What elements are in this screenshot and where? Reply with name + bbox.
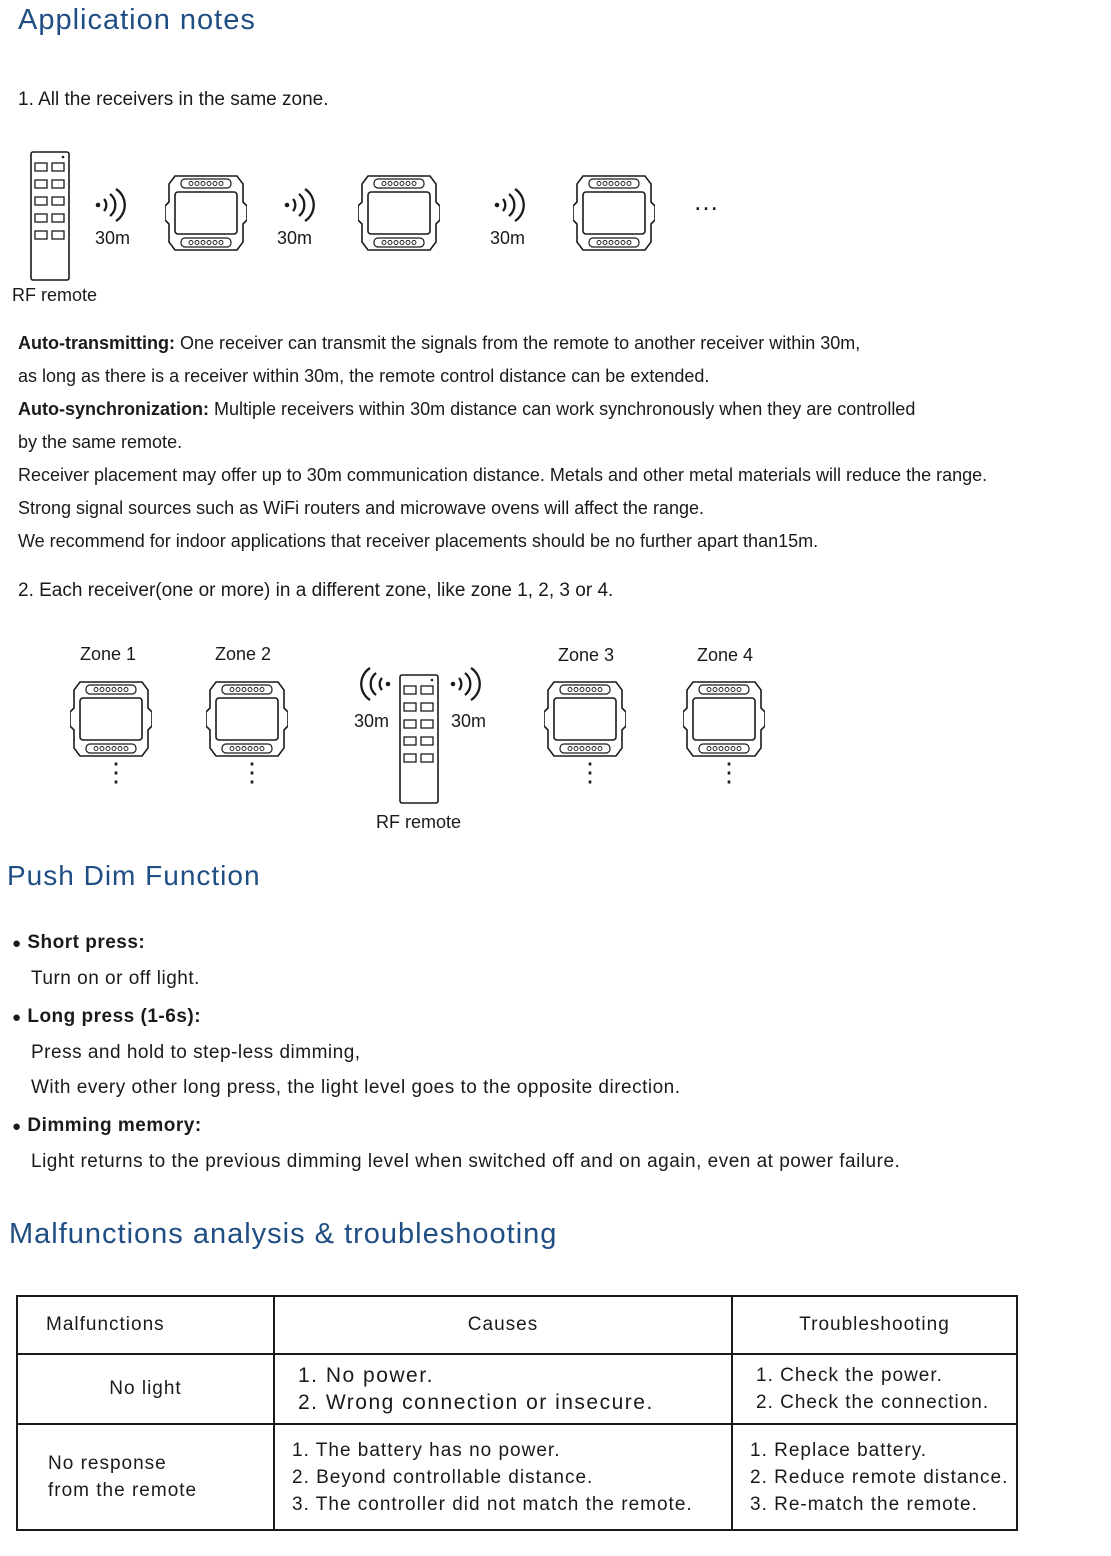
receiver-icon	[358, 172, 440, 254]
auto-sync-text: by the same remote.	[18, 432, 183, 452]
auto-transmitting-text: as long as there is a receiver within 30m, the remote control distance can be extended.	[18, 366, 710, 386]
auto-sync-text: Multiple receivers within 30m distance can work synchronously when they are controlled	[209, 399, 916, 419]
signal-wave-icon	[282, 187, 318, 223]
application-notes-heading: Application notes	[18, 4, 256, 36]
cell-text: 2. Beyond controllable distance.	[292, 1466, 594, 1488]
cell-text: No response	[48, 1453, 167, 1474]
receiver-icon	[206, 678, 288, 760]
cell-text: 3. The controller did not match the remote.	[292, 1493, 693, 1515]
distance-label: 30m	[451, 711, 487, 731]
signal-wave-icon	[357, 666, 393, 702]
section1-title: 1. All the receivers in the same zone.	[18, 89, 329, 110]
fixes-cell	[732, 1354, 1017, 1424]
distance-label: 30m	[490, 228, 526, 248]
zone-label: Zone 2	[215, 644, 272, 664]
placement-note: We recommend for indoor applications that receiver placements should be no further apart than15m.	[18, 531, 819, 551]
vertical-ellipsis: ⋮	[716, 757, 744, 787]
cell-text: from the remote	[48, 1480, 198, 1501]
push-dim-item-short	[12, 932, 145, 954]
receiver-icon	[70, 678, 152, 760]
table-row	[17, 1424, 1017, 1530]
cell-text: 1. No power.	[298, 1364, 434, 1387]
item-text: With every other long press, the light level goes to the opposite direction.	[31, 1077, 681, 1098]
cell-text: 2. Reduce remote distance.	[750, 1466, 1009, 1488]
item-text: Turn on or off light.	[31, 968, 200, 989]
table-header-row	[17, 1296, 1017, 1354]
push-dim-heading: Push Dim Function	[7, 860, 261, 891]
cell-text: 1. Check the power.	[756, 1365, 943, 1386]
rf-remote-label: RF remote	[376, 812, 462, 832]
zone-label: Zone 4	[697, 645, 754, 665]
bullet-icon: ●	[12, 1118, 22, 1135]
causes-cell	[274, 1424, 732, 1530]
vertical-ellipsis: ⋮	[103, 757, 131, 787]
troubleshooting-table	[16, 1295, 1018, 1531]
cell-text: 2. Check the connection.	[756, 1392, 990, 1413]
distance-label: 30m	[95, 228, 131, 248]
signal-wave-icon	[492, 187, 528, 223]
rf-remote-icon	[399, 674, 439, 804]
table-header-cell: Causes	[274, 1296, 732, 1354]
item-title: Long press (1-6s):	[27, 1006, 202, 1027]
receiver-icon	[683, 678, 765, 760]
signal-wave-icon	[93, 187, 129, 223]
causes-cell	[274, 1354, 732, 1424]
auto-transmitting-label: Auto-transmitting:	[18, 333, 175, 353]
table-row	[17, 1354, 1017, 1424]
cell-text: 1. Replace battery.	[750, 1439, 928, 1461]
zone-label: Zone 1	[80, 644, 137, 664]
item-text: Press and hold to step-less dimming,	[31, 1042, 361, 1063]
section2-title: 2. Each receiver(one or more) in a different zone, like zone 1, 2, 3 or 4.	[18, 580, 614, 601]
distance-label: 30m	[277, 228, 313, 248]
auto-sync-label: Auto-synchronization:	[18, 399, 209, 419]
receiver-icon	[544, 678, 626, 760]
placement-note: Strong signal sources such as WiFi routers and microwave ovens will affect the range.	[18, 498, 704, 518]
push-dim-item-long	[12, 1006, 201, 1028]
malfunction-cell	[17, 1354, 274, 1424]
cell-text: 1. The battery has no power.	[292, 1439, 561, 1461]
ellipsis: …	[693, 186, 721, 216]
cell-text: 3. Re-match the remote.	[750, 1493, 978, 1515]
placement-note: Receiver placement may offer up to 30m communication distance. Metals and other metal materials will reduce the range.	[18, 465, 988, 485]
vertical-ellipsis: ⋮	[239, 757, 267, 787]
table-header-cell: Troubleshooting	[732, 1296, 1017, 1354]
vertical-ellipsis: ⋮	[577, 757, 605, 787]
zone-label: Zone 3	[558, 645, 615, 665]
item-text: Light returns to the previous dimming level when switched off and on again, even at power failure.	[31, 1151, 901, 1172]
rf-remote-label: RF remote	[12, 285, 98, 305]
fixes-cell	[732, 1424, 1017, 1530]
malfunction-cell	[17, 1424, 274, 1530]
table-header-cell: Malfunctions	[17, 1296, 274, 1354]
rf-remote-icon	[29, 151, 71, 281]
receiver-icon	[165, 172, 247, 254]
cell-text: 2. Wrong connection or insecure.	[298, 1391, 654, 1414]
auto-transmitting-paragraph	[18, 327, 987, 558]
item-title: Short press:	[27, 932, 146, 953]
bullet-icon: ●	[12, 1009, 22, 1026]
item-title: Dimming memory:	[27, 1115, 202, 1136]
auto-transmitting-text: One receiver can transmit the signals from the remote to another receiver within 30m,	[174, 333, 861, 353]
cell-text: No light	[109, 1378, 182, 1399]
receiver-icon	[573, 172, 655, 254]
bullet-icon: ●	[12, 935, 22, 952]
distance-label: 30m	[354, 711, 390, 731]
troubleshooting-heading: Malfunctions analysis & troubleshooting	[9, 1218, 558, 1250]
signal-wave-icon	[448, 666, 484, 702]
push-dim-item-memory	[12, 1115, 202, 1137]
